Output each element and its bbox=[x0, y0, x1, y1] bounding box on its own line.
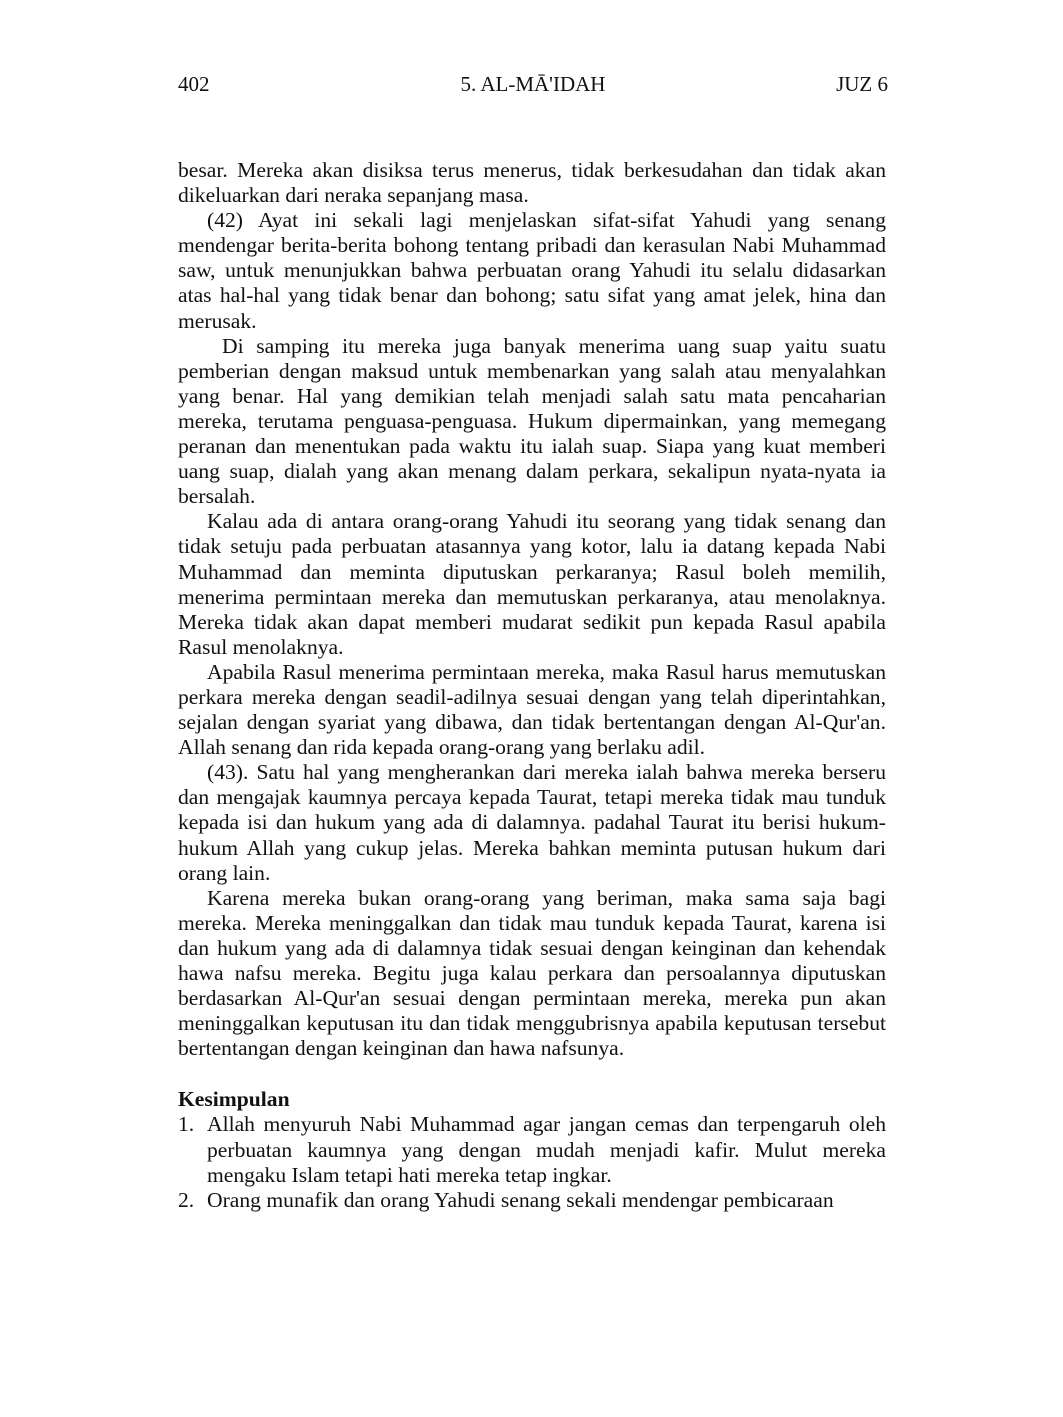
conclusion-heading: Kesimpulan bbox=[178, 1087, 290, 1112]
paragraph: Apabila Rasul menerima permintaan mereka, maka Rasul harus memutuskan perkara mereka dengan seadil-adilnya sesuai dengan yang telah diperintahkan, sejalan dengan syariat yang dibawa, dan tidak bertentangan dengan Al-Qur'an. Allah senang dan rida kepada orang-orang yang berlaku adil. bbox=[178, 659, 886, 760]
list-item-text: Orang munafik dan orang Yahudi senang sekali mendengar pembicaraan bbox=[207, 1187, 834, 1212]
list-item bbox=[178, 1188, 886, 1213]
paragraph: besar. Mereka akan disiksa terus menerus, tidak berkesudahan dan tidak akan dikeluarkan dari neraka sepanjang masa. bbox=[178, 158, 886, 208]
paragraph: Karena mereka bukan orang-orang yang beriman, maka sama saja bagi mereka. Mereka meninggalkan dan tidak mau tunduk kepada Taurat, karena isi dan hukum yang ada di dalamnya tidak sesuai dengan keinginan dan kehendak hawa nafsu mereka. Begitu juga kalau perkara dan persoalannya diputuskan berdasarkan Al-Qur'an sesuai dengan permintaan mereka, mereka pun akan meninggalkan keputusan itu dan tidak menggubrisnya apabila keputusan tersebut bertentangan dengan keinginan dan hawa nafsunya. bbox=[178, 885, 886, 1061]
list-item-text: Allah menyuruh Nabi Muhammad agar jangan cemas dan terpengaruh oleh perbuatan kaumnya yang dengan mudah menjadi kafir. Mulut mereka mengaku Islam tetapi hati mereka tetap ingkar. bbox=[207, 1112, 886, 1187]
list-number: 2. bbox=[178, 1187, 195, 1212]
conclusion-list bbox=[178, 1112, 886, 1212]
juz-label: JUZ 6 bbox=[836, 72, 888, 96]
paragraph: Di samping itu mereka juga banyak menerima uang suap yaitu suatu pemberian dengan maksud untuk membenarkan yang salah atau menyalahkan yang benar. Hal yang demikian telah menjadi salah satu mata pencaharian mereka, terutama penguasa-penguasa. Hukum dipermainkan, yang memegang peranan dan menentukan pada waktu itu ialah suap. Siapa yang kuat memberi uang suap, dialah yang akan menang dalam perkara, sekalipun nyata-nyata ia bersalah. bbox=[178, 333, 886, 509]
paragraph: (42) Ayat ini sekali lagi menjelaskan sifat-sifat Yahudi yang senang mendengar berita-berita bohong tentang pribadi dan kerasulan Nabi Muhammad saw, untuk menunjukkan bahwa perbuatan orang Yahudi itu selalu didasarkan atas hal-hal yang tidak benar dan bohong; satu sifat yang amat jelek, hina dan merusak. bbox=[178, 208, 886, 333]
page-header bbox=[178, 72, 888, 100]
body-text bbox=[178, 158, 886, 1213]
paragraph: (43). Satu hal yang mengherankan dari mereka ialah bahwa mereka berseru dan mengajak kaumnya percaya kepada Taurat, tetapi mereka tidak mau tunduk kepada isi dan hukum yang ada di dalamnya. padahal Taurat itu berisi hukum-hukum Allah yang cukup jelas. Mereka bahkan meminta putusan hukum dari orang lain. bbox=[178, 760, 886, 885]
page-number: 402 bbox=[178, 72, 210, 96]
list-number: 1. bbox=[178, 1112, 195, 1137]
chapter-title: 5. AL-MĀ'IDAH bbox=[460, 72, 606, 96]
list-item bbox=[178, 1112, 886, 1187]
paragraph: Kalau ada di antara orang-orang Yahudi itu seorang yang tidak senang dan tidak setuju pada perbuatan atasannya yang kotor, lalu ia datang kepada Nabi Muhammad dan meminta diputuskan perkaranya; Rasul boleh memilih, menerima permintaan mereka dan memutuskan perkaranya, atau menolaknya. Mereka tidak akan dapat memberi mudarat sedikit pun kepada Rasul apabila Rasul menolaknya. bbox=[178, 509, 886, 659]
